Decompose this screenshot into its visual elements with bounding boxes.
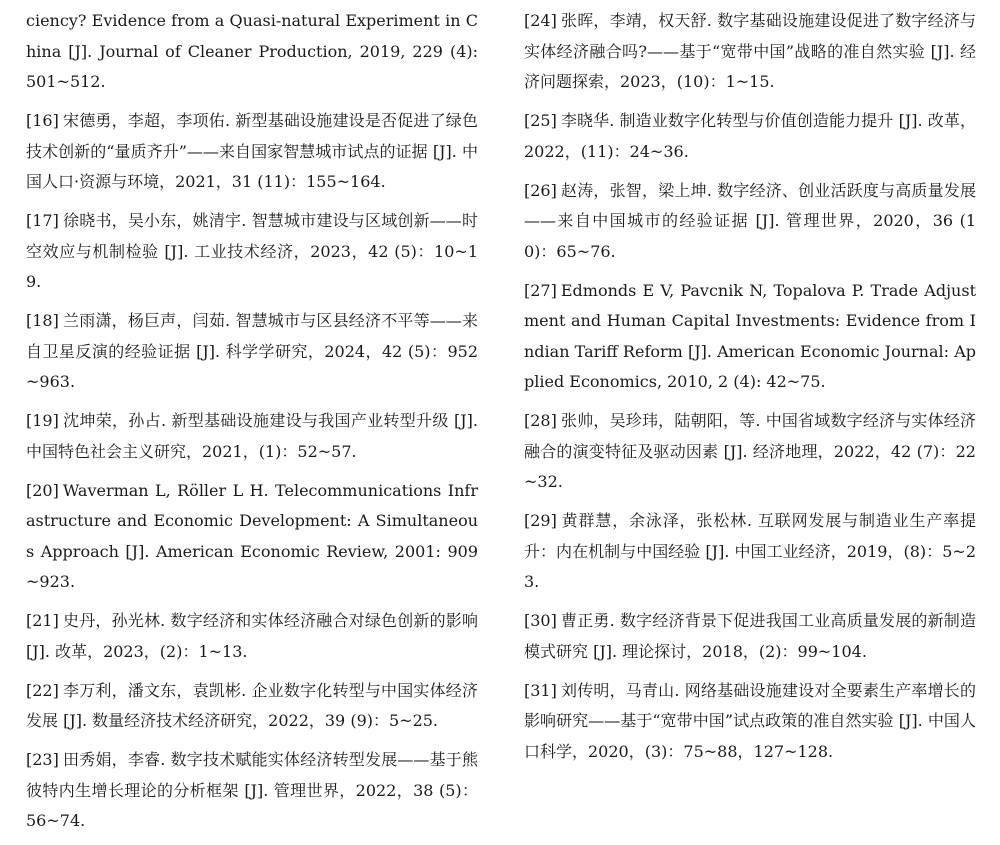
reference-entry: [26, 676, 478, 737]
reference-entry: [524, 276, 976, 398]
left-column: [26, 6, 478, 845]
reference-entry: [26, 306, 478, 398]
reference-number: [29]: [524, 511, 557, 530]
reference-text: ciency? Evidence from a Quasi-natural Experiment in China [J]. Journal of Cleaner Production, 2019, 229 (4): 501~512.: [26, 11, 478, 91]
reference-text: Edmonds E V, Pavcnik N, Topalova P. Trade Adjustment and Human Capital Investments: Evidence from Indian Tariff Reform [J]. American Economic Journal: Applied Economics, 2010, 2 (4): 42~75.: [524, 280, 976, 391]
reference-text: Waverman L, Röller L H. Telecommunications Infrastructure and Economic Development: A Simultaneous Approach [J]. American Economic Review, 2001: 909~923.: [26, 480, 478, 591]
reference-entry: [524, 176, 976, 268]
reference-number: [25]: [524, 111, 557, 130]
reference-entry: [524, 606, 976, 667]
reference-text: 黄群慧，余泳泽，张松林. 互联网发展与制造业生产率提升：内在机制与中国经验 [J]. 中国工业经济，2019，(8)：5~23.: [524, 511, 976, 591]
reference-text: 张晖，李靖，权天舒. 数字基础设施建设促进了数字经济与实体经济融合吗?——基于“宽带中国”战略的准自然实验 [J]. 经济问题探索，2023，(10)：1~15.: [524, 11, 976, 91]
reference-text: 曹正勇. 数字经济背景下促进我国工业高质量发展的新制造模式研究 [J]. 理论探讨，2018，(2)：99~104.: [524, 611, 976, 661]
reference-entry: [26, 406, 478, 467]
reference-number: [18]: [26, 311, 59, 330]
reference-number: [28]: [524, 411, 557, 430]
reference-number: [22]: [26, 680, 59, 700]
reference-entry: [524, 676, 976, 768]
reference-entry: [26, 106, 478, 198]
reference-entry: [26, 745, 478, 837]
reference-entry: [524, 506, 976, 598]
reference-number: [31]: [524, 680, 557, 700]
reference-text: 田秀娟，李睿. 数字技术赋能实体经济转型发展——基于熊彼特内生增长理论的分析框架 [J]. 管理世界，2022，38 (5)：56~74.: [26, 750, 478, 830]
reference-entry: [524, 406, 976, 498]
reference-text: 李晓华. 制造业数字化转型与价值创造能力提升 [J]. 改革，2022，(11)：24~36.: [524, 111, 976, 161]
reference-text: 赵涛，张智，梁上坤. 数字经济、创业活跃度与高质量发展——来自中国城市的经验证据 [J]. 管理世界，2020，36 (10)：65~76.: [524, 180, 976, 261]
reference-number: [30]: [524, 611, 557, 630]
reference-number: [17]: [26, 211, 59, 230]
reference-number: [27]: [524, 280, 557, 300]
reference-text: 宋德勇，李超，李项佑. 新型基础设施建设是否促进了绿色技术创新的“量质齐升”——来自国家智慧城市试点的证据 [J]. 中国人口·资源与环境，2021，31 (11)：155~164.: [26, 111, 478, 191]
reference-text: 史丹，孙光林. 数字经济和实体经济融合对绿色创新的影响 [J]. 改革，2023，(2)：1~13.: [26, 611, 478, 661]
reference-number: [24]: [524, 11, 557, 30]
reference-number: [19]: [26, 411, 59, 430]
reference-entry: [524, 6, 976, 98]
reference-text: 沈坤荣，孙占. 新型基础设施建设与我国产业转型升级 [J]. 中国特色社会主义研究，2021，(1)：52~57.: [26, 411, 478, 461]
reference-text: 徐晓书，吴小东，姚清宇. 智慧城市建设与区域创新——时空效应与机制检验 [J]. 工业技术经济，2023，42 (5)：10~19.: [26, 211, 478, 291]
reference-number: [20]: [26, 480, 59, 500]
reference-text: 张帅，吴珍玮，陆朝阳，等. 中国省域数字经济与实体经济融合的演变特征及驱动因素 [J]. 经济地理，2022，42 (7)：22~32.: [524, 411, 976, 491]
reference-number: [16]: [26, 111, 59, 130]
reference-entry: [524, 106, 976, 167]
reference-text: 兰雨潇，杨巨声，闫茹. 智慧城市与区县经济不平等——来自卫星反演的经验证据 [J]. 科学学研究，2024，42 (5)：952~963.: [26, 311, 478, 391]
reference-text: 刘传明，马青山. 网络基础设施建设对全要素生产率增长的影响研究——基于“宽带中国”试点政策的准自然实验 [J]. 中国人口科学，2020，(3)：75~88，127~128.: [524, 680, 976, 761]
reference-number: [26]: [524, 180, 557, 200]
reference-entry: [26, 6, 478, 98]
right-column: [524, 6, 976, 776]
reference-entry: [26, 606, 478, 667]
reference-entry: [26, 206, 478, 298]
reference-number: [23]: [26, 750, 59, 769]
reference-number: [21]: [26, 611, 59, 630]
reference-entry: [26, 476, 478, 598]
reference-text: 李万利，潘文东，袁凯彬. 企业数字化转型与中国实体经济发展 [J]. 数量经济技术经济研究，2022，39 (9)：5~25.: [26, 680, 478, 730]
